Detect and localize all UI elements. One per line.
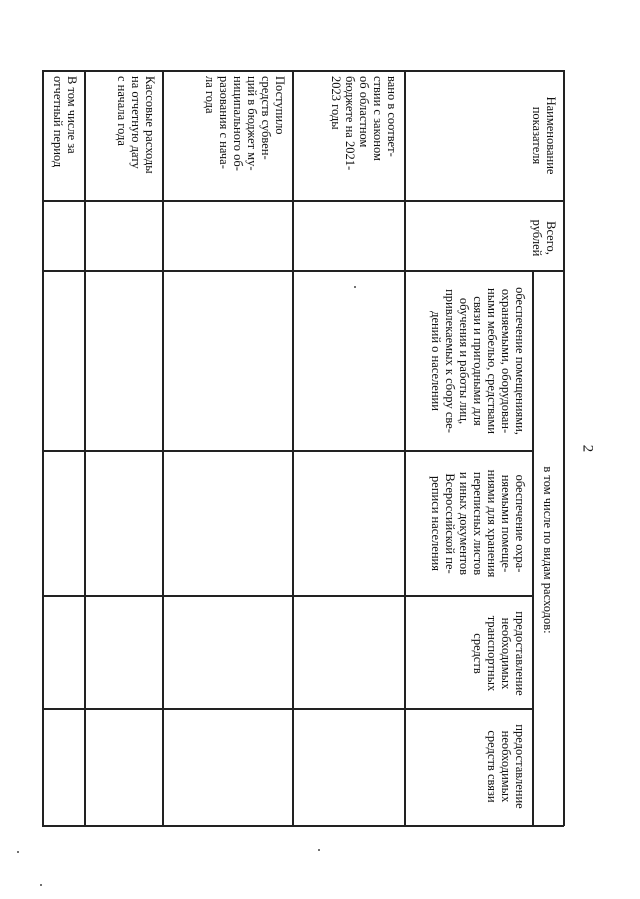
row-label-cash-expenses: Кассовые расходы на отчетную дату с начала года [115,76,157,174]
scan-speck [17,851,19,853]
page-number: 2 [579,444,596,453]
grid-line [42,708,532,710]
expenses-table [42,70,564,826]
grid-line [404,70,406,826]
scan-speck [354,286,356,288]
grid-line [162,70,164,826]
table-border-left [42,70,44,826]
grid-line [84,70,86,826]
row-label-reporting-period: В том числе за отчетный период [51,76,79,168]
grid-line [42,450,532,452]
header-including-by-type: в том числе по видам расходов: [541,466,555,634]
header-total: Всего, рублей [530,219,558,257]
grid-line [42,200,564,202]
table-border-bottom [42,825,564,827]
grid-line [42,270,564,272]
grid-line [532,270,534,826]
row-label-allocated: вано в соответ- ствии с законом об областном бюджете на 2021- 2023 годы [329,76,399,171]
header-indicator-name: Наименование показателя [530,96,558,175]
header-col-transport: предоставление необходимых транспортных средств [471,611,527,696]
grid-line [292,70,294,826]
scan-speck [40,884,42,886]
header-col-premises: обеспечение помещениями, охраняемыми, оборудован- ными мебелью, средствами связи и пригодными для обучения и работы лиц, привлекаемых к сбору све- дений о населении [429,287,527,435]
row-label-received: Поступило средств субвен- ций в бюджет му- ниципального об- разования с нача- ла года [203,76,287,171]
grid-line [42,595,532,597]
table-border-right [563,70,565,826]
table-border-top [42,70,564,72]
scan-speck [318,849,320,851]
header-col-storage: обеспечение охра- няемыми помеще- ниями для хранения переписных листов и иных документов Всероссийской пе- реписи населения [429,469,527,578]
header-col-communication: предоставление необходимых средств связи [485,724,527,809]
